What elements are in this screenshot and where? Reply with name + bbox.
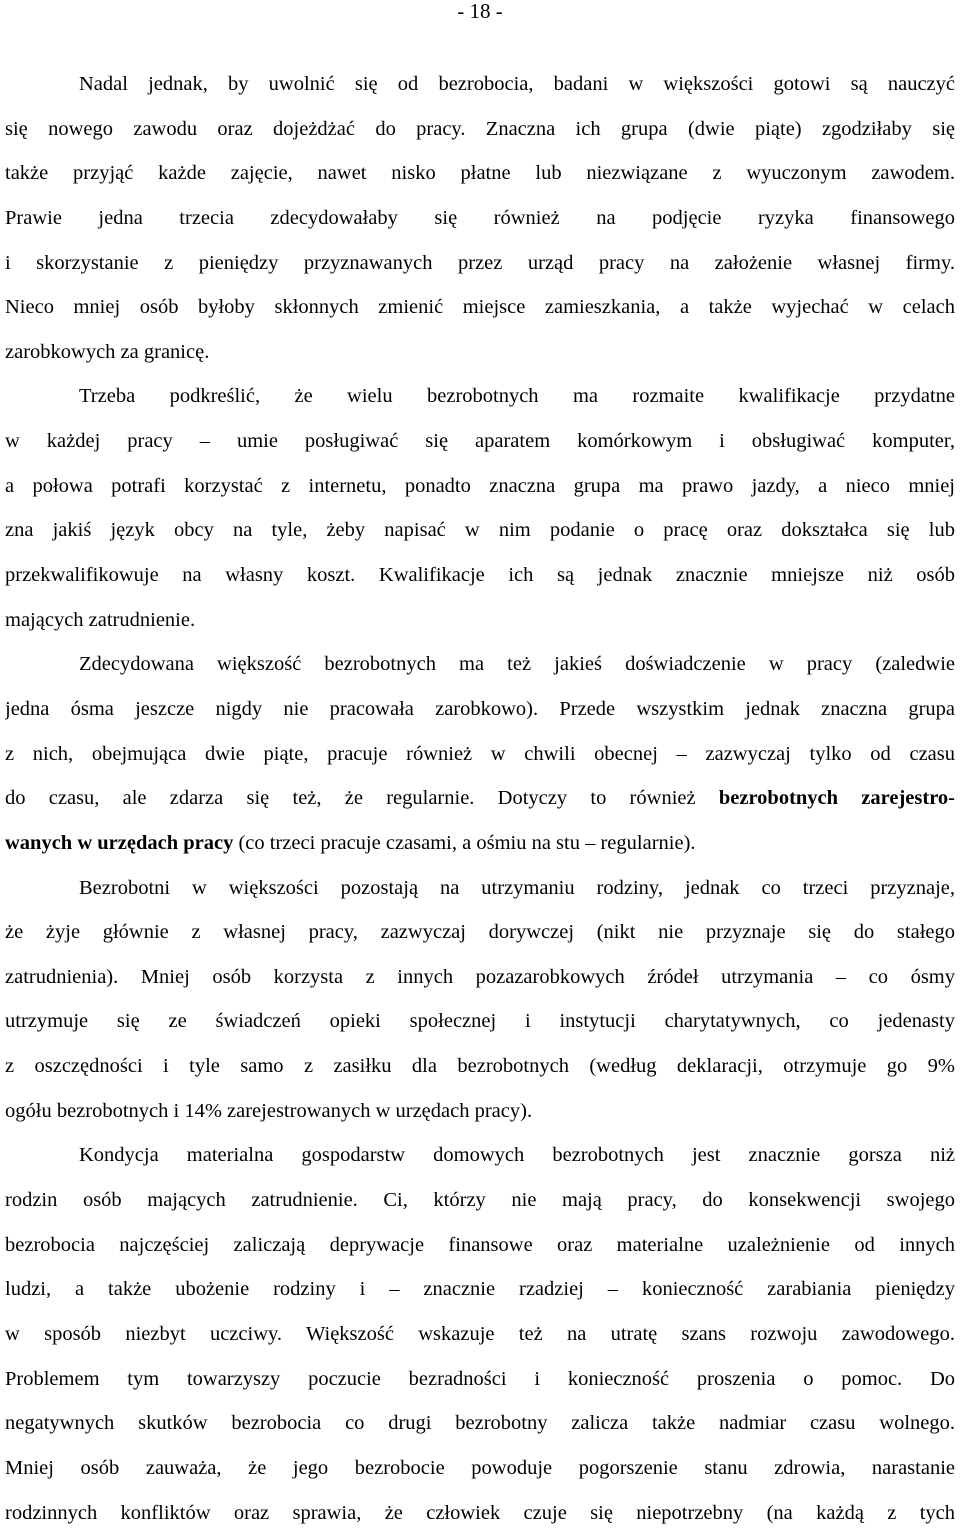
text-line: ogółu bezrobotnych i 14% zarejestrowanych w urzędach pracy). (5, 1089, 955, 1134)
text-line: ludzi, a także ubożenie rodziny i – znacznie rzadziej – konieczność zarabiania pieniędzy (5, 1267, 955, 1312)
text-line: i skorzystanie z pieniędzy przyznawanych przez urząd pracy na założenie własnej firmy. (5, 241, 955, 286)
text-line: także przyjąć każde zajęcie, nawet nisko płatne lub niezwiązane z wyuczonym zawodem. (5, 151, 955, 196)
text-line: Mniej osób zauważa, że jego bezrobocie powoduje pogorszenie stanu zdrowia, narastanie (5, 1446, 955, 1491)
text-line: rodzin osób mających zatrudnienie. Ci, którzy nie mają pracy, do konsekwencji swojego (5, 1178, 955, 1223)
text-line: rodzinnych konfliktów oraz sprawia, że człowiek czuje się niepotrzebny (na każdą z tych (5, 1491, 955, 1535)
text-line: Kondycja materialna gospodarstw domowych bezrobotnych jest znacznie gorsza niż (5, 1133, 955, 1178)
page-number: - 18 - (0, 0, 960, 26)
text-line: a połowa potrafi korzystać z internetu, ponadto znaczna grupa ma prawo jazdy, a nieco mniej (5, 464, 955, 509)
text-line: Trzeba podkreślić, że wielu bezrobotnych ma rozmaite kwalifikacje przydatne (5, 374, 955, 419)
text-line: bezrobocia najczęściej zaliczają deprywacje finansowe oraz materialne uzależnienie od innych (5, 1223, 955, 1268)
paragraph-4 (5, 866, 955, 1134)
text-line: jedna ósma jeszcze nigdy nie pracowała zarobkowo). Przede wszystkim jednak znaczna grupa (5, 687, 955, 732)
text-line: Nieco mniej osób byłoby skłonnych zmienić miejsce zamieszkania, a także wyjechać w celach (5, 285, 955, 330)
text-line: mających zatrudnienie. (5, 598, 955, 643)
paragraph-3 (5, 642, 955, 865)
text-line-mixed (5, 821, 955, 866)
text-line: zarobkowych za granicę. (5, 330, 955, 375)
text-line: z nich, obejmująca dwie piąte, pracuje również w chwili obecnej – zazwyczaj tylko od czasu (5, 732, 955, 777)
text-line: Nadal jednak, by uwolnić się od bezrobocia, badani w większości gotowi są nauczyć (5, 62, 955, 107)
text-line: w każdej pracy – umie posługiwać się aparatem komórkowym i obsługiwać komputer, (5, 419, 955, 464)
text-line: Zdecydowana większość bezrobotnych ma też jakieś doświadczenie w pracy (zaledwie (5, 642, 955, 687)
text-line: z oszczędności i tyle samo z zasiłku dla bezrobotnych (według deklaracji, otrzymuje go 9% (5, 1044, 955, 1089)
text-segment: (co trzeci pracuje czasami, a ośmiu na stu – regularnie). (233, 832, 695, 854)
paragraph-1 (5, 62, 955, 374)
text-line: negatywnych skutków bezrobocia co drugi bezrobotny zalicza także nadmiar czasu wolnego. (5, 1401, 955, 1446)
text-line: przekwalifikowuje na własny koszt. Kwalifikacje ich są jednak znacznie mniejsze niż osób (5, 553, 955, 598)
text-line: zatrudnienia). Mniej osób korzysta z innych pozazarobkowych źródeł utrzymania – co ósmy (5, 955, 955, 1000)
document-body (5, 62, 955, 1535)
text-line: w sposób niezbyt uczciwy. Większość wskazuje też na utratę szans rozwoju zawodowego. (5, 1312, 955, 1357)
bold-text-segment: bezrobotnych zarejestro- (719, 787, 955, 809)
text-line: Problemem tym towarzyszy poczucie bezradności i konieczność proszenia o pomoc. Do (5, 1357, 955, 1402)
text-line: Bezrobotni w większości pozostają na utrzymaniu rodziny, jednak co trzeci przyznaje, (5, 866, 955, 911)
text-segment: do czasu, ale zdarza się też, że regularnie. Dotyczy to również (5, 787, 719, 809)
bold-text-segment: wanych w urzędach pracy (5, 832, 233, 854)
text-line: się nowego zawodu oraz dojeżdżać do pracy. Znaczna ich grupa (dwie piąte) zgodziłaby się (5, 107, 955, 152)
text-line: zna jakiś język obcy na tyle, żeby napisać w nim podanie o pracę oraz dokształca się lub (5, 508, 955, 553)
paragraph-2 (5, 374, 955, 642)
text-line: że żyje głównie z własnej pracy, zazwyczaj dorywczej (nikt nie przyznaje się do stałego (5, 910, 955, 955)
text-line: Prawie jedna trzecia zdecydowałaby się również na podjęcie ryzyka finansowego (5, 196, 955, 241)
text-line: utrzymuje się ze świadczeń opieki społecznej i instytucji charytatywnych, co jedenasty (5, 999, 955, 1044)
paragraph-5 (5, 1133, 955, 1535)
text-line-mixed (5, 776, 955, 821)
